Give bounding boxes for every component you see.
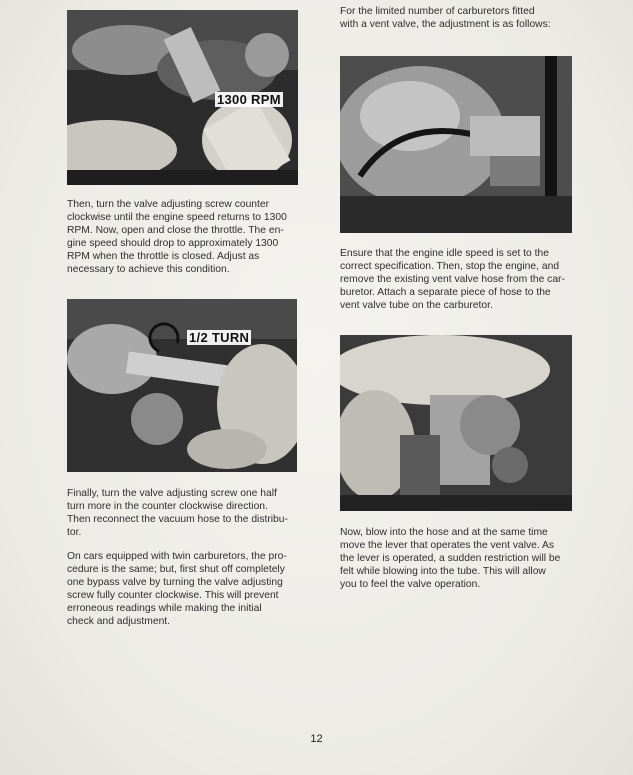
photo-vent-valve <box>340 56 572 233</box>
photo-vent-lever-image <box>340 335 572 511</box>
half-turn-label: 1/2 TURN <box>189 330 250 345</box>
photo-half-turn <box>67 299 297 472</box>
page-number: 12 <box>310 733 323 745</box>
caption-half-turn: Finally, turn the valve adjusting screw one half turn more in the counter clockwise direction. Then reconnect the vacuum hose to the distribu- tor. <box>67 488 288 539</box>
photo-vent-valve-image <box>340 56 572 233</box>
caption-rpm-adjust: Then, turn the valve adjusting screw counter clockwise until the engine speed returns to 1300 RPM. Now, open and close the throttle. The en- gine speed should drop to approximately 1300 RPM when the throttle is closed. Adjust as necessary to achieve this condition. <box>67 199 287 276</box>
photo-vent-lever <box>340 335 572 511</box>
caption-twin-carburetors: On cars equipped with twin carburetors, the pro- cedure is the same; but, first shut off completely one bypass valve by turning the valve adjusting screw fully counter clockwise. This will prevent erroneous readings while making the initial check and adjustment. <box>67 551 287 628</box>
intro-text: For the limited number of carburetors fitted with a vent valve, the adjustment is as follows: <box>340 6 551 31</box>
photo-rpm-adjustment <box>67 10 298 185</box>
rpm-label: 1300 RPM <box>217 92 281 107</box>
caption-blow-hose: Now, blow into the hose and at the same time move the lever that operates the vent valve. As the lever is operated, a sudden restriction will be felt while blowing into the tube. This will allow you to feel the valve operation. <box>340 527 561 591</box>
caption-idle-speed: Ensure that the engine idle speed is set to the correct specification. Then, stop the engine, and remove the existing vent valve hose from the car- buretor. Attach a separate piece of hose to the vent valve tube on the carburetor. <box>340 248 565 312</box>
photo-half-turn-image <box>67 299 297 472</box>
